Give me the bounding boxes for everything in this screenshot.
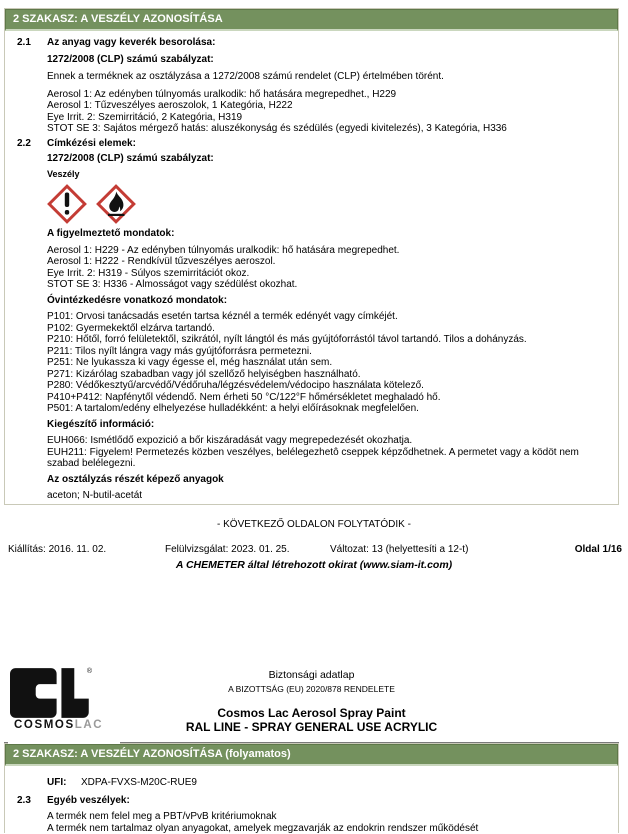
clp-regulation-subtitle: 1272/2008 (CLP) számú szabályzat: xyxy=(47,54,606,66)
generator-credit: A CHEMETER által létrehozott okirat (www.siam-it.com) xyxy=(0,560,628,572)
classification-intro: Ennek a terméknek az osztályzása a 1272/2008 számú rendelet (CLP) értelmében törént. xyxy=(47,71,606,83)
subsection-number: 2.1 xyxy=(17,37,47,49)
precaution-statement: P271: Kizárólag szabadban vagy jól szellőző helyiségben használható. xyxy=(47,369,606,381)
supplementary-info-list xyxy=(47,435,606,470)
subsection-number: 2.2 xyxy=(17,138,47,150)
section-header-bar: 2 SZAKASZ: A VESZÉLY AZONOSÍTÁSA (folyamatos) xyxy=(5,744,618,766)
precaution-statement: P251: Ne lyukassza ki vagy égesse el, még használat után sem. xyxy=(47,357,606,369)
product-subname: RAL LINE - SPRAY GENERAL USE ACRYLIC xyxy=(4,722,619,734)
subsection-title: Az anyag vagy keverék besorolása: xyxy=(47,37,215,49)
wordmark-cosmos: COSMOS xyxy=(14,719,75,731)
document-footer xyxy=(0,544,628,556)
warning-statements-title: A figyelmeztető mondatok: xyxy=(47,228,606,240)
page-number: Oldal 1/16 xyxy=(575,544,622,556)
subsection-title: Egyéb veszélyek: xyxy=(47,795,130,807)
subsection-2-2-heading xyxy=(17,138,606,150)
subsection-2-1-heading xyxy=(17,37,606,49)
subsection-title: Címkézési elemek: xyxy=(47,138,136,150)
clp-regulation-subtitle: 1272/2008 (CLP) számú szabályzat: xyxy=(47,153,606,165)
precaution-statements-title: Óvintézkedésre vonatkozó mondatok: xyxy=(47,295,606,307)
cosmoslac-logo-mark xyxy=(10,668,100,718)
trademark-symbol: ® xyxy=(87,666,92,678)
ghs07-exclamation-icon xyxy=(47,184,87,224)
classification-line: Aerosol 1: Az edényben túlnyomás uralkodik: hő hatására megrepedhet., H229 xyxy=(47,89,606,101)
ghs02-flame-icon xyxy=(96,184,136,224)
regulation-reference: A BIZOTTSÁG (EU) 2020/878 RENDELETE xyxy=(4,684,619,696)
classification-line: Eye Irrit. 2: Szemirritáció, 2 Kategória, H319 xyxy=(47,112,606,124)
precaution-statement: P280: Védőkesztyű/arcvédő/Védőruha/légzésvédelem/védocipo használata kötelező. xyxy=(47,380,606,392)
precaution-statement: P101: Orvosi tanácsadás esetén tartsa kéznél a termék edényét vagy címkéjét. xyxy=(47,311,606,323)
issue-date: Kiállítás: 2016. 11. 02. xyxy=(8,544,106,556)
hazard-statement: Eye Irrit. 2: H319 - Súlyos szemirritációt okoz. xyxy=(47,268,606,280)
subsection-number: 2.3 xyxy=(17,795,47,807)
document-type: Biztonsági adatlap xyxy=(4,670,619,682)
version-info: Változat: 13 (helyettesíti a 12-t) xyxy=(330,544,468,556)
section-2-continued-content xyxy=(5,766,618,834)
supplementary-line: EUH211: Figyelem! Permetezés közben veszélyes, belélegezhetô cseppek képződhetnek. A permetet vagy a ködöt nem szabad belélegezni. xyxy=(47,447,606,470)
hazard-statement: Aerosol 1: H229 - Az edényben túlnyomás uralkodik: hő hatására megrepedhet. xyxy=(47,245,606,257)
classification-line: Aerosol 1: Tűzveszélyes aeroszolok, 1 Kategória, H222 xyxy=(47,100,606,112)
section-2-box xyxy=(4,8,619,505)
subsection-2-3-heading xyxy=(17,795,606,807)
product-name: Cosmos Lac Aerosol Spray Paint xyxy=(4,708,619,720)
hazard-statement-list xyxy=(47,245,606,291)
hazard-statement: Aerosol 1: H222 - Rendkívül tűzveszélyes aeroszol. xyxy=(47,256,606,268)
supplementary-line: EUH066: Ismétlődő expozició a bőr kiszáradását vagy megrepedezését okozhatja. xyxy=(47,435,606,447)
wordmark-lac: LAC xyxy=(75,719,103,731)
precaution-statement: P211: Tilos nyílt lángra vagy más gyújtóforrásra permetezni. xyxy=(47,346,606,358)
classified-substances-title: Az osztályzás részét képező anyagok xyxy=(47,474,606,486)
classification-line: STOT SE 3: Sajátos mérgező hatás: aluszékonyság és szédülés (egyedi kivitelezés), 3 Kategória, H336 xyxy=(47,123,606,135)
revision-date: Felülvizsgálat: 2023. 01. 25. xyxy=(165,544,290,556)
page-2-header xyxy=(4,666,619,743)
precaution-statement: P410+P412: Napfénytől védendő. Nem érheti 50 °C/122°F hőmérsékletet meghaladó hő. xyxy=(47,392,606,404)
cosmoslac-wordmark xyxy=(14,720,120,732)
precaution-statement: P210: Hőtől, forró felületektől, szikrától, nyílt lángtól és más gyújtóforrástól távol tartandó. Tilos a dohányzás. xyxy=(47,334,606,346)
continues-next-page-note: - KÖVETKEZŐ OLDALON FOLYTATÓDIK - xyxy=(0,519,628,531)
ghs-pictogram-row xyxy=(47,184,606,224)
ufi-label: UFI: xyxy=(47,777,81,789)
classification-list xyxy=(47,89,606,135)
precaution-statement: P102: Gyermekektől elzárva tartandó. xyxy=(47,323,606,335)
section-2-content xyxy=(5,31,618,502)
precaution-statement: P501: A tartalom/edény elhelyezése hulladékként: a helyi előírásoknak megfelelően. xyxy=(47,403,606,415)
ufi-row xyxy=(47,777,606,789)
precaution-statement-list xyxy=(47,311,606,415)
other-hazards-line: A termék nem felel meg a PBT/vPvB kritériumoknak xyxy=(47,811,606,823)
ufi-value: XDPA-FVXS-M20C-RUE9 xyxy=(81,777,197,789)
classified-substances: aceton; N-butil-acetát xyxy=(47,490,606,502)
hazard-statement: STOT SE 3: H336 - Almosságot vagy szédülést okozhat. xyxy=(47,279,606,291)
supplementary-info-title: Kiegészítő információ: xyxy=(47,419,606,431)
cosmoslac-logo xyxy=(8,668,120,744)
signal-word: Veszély xyxy=(47,169,606,181)
other-hazards-line: A termék nem tartalmaz olyan anyagokat, amelyek megzavarják az endokrin rendszer működését xyxy=(47,823,606,834)
section-2-continued-box xyxy=(4,743,619,833)
section-header-bar: 2 SZAKASZ: A VESZÉLY AZONOSÍTÁSA xyxy=(5,9,618,31)
